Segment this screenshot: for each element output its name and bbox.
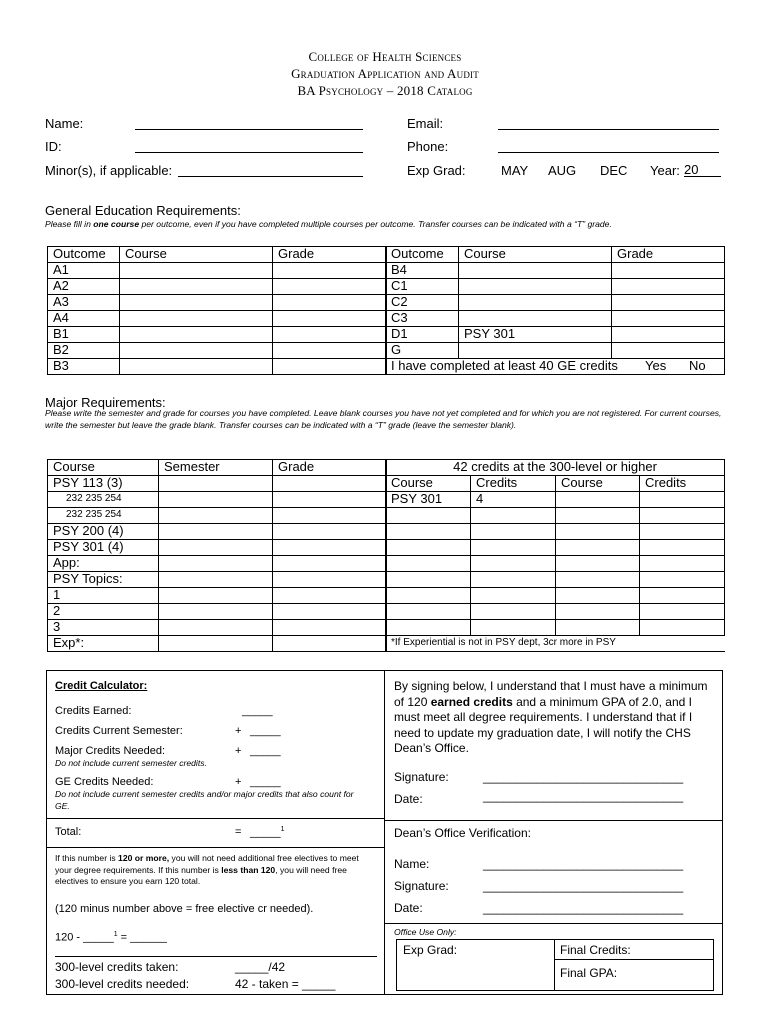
date-field[interactable]: ______________________________ bbox=[483, 789, 684, 803]
major-course-cell: App: bbox=[48, 556, 159, 572]
ge-outcome-cell: B1 bbox=[48, 327, 120, 343]
signing-p1-bold: earned credits bbox=[430, 694, 513, 709]
id-label: ID: bbox=[45, 139, 62, 154]
table-row bbox=[48, 556, 387, 572]
table-row bbox=[48, 327, 387, 343]
table-row bbox=[386, 343, 725, 359]
upper-course-cell[interactable] bbox=[556, 556, 640, 572]
major-course-cell: 3 bbox=[48, 620, 159, 636]
signing-p1: By signing below, I understand that I must have a minimum of 120 bbox=[394, 679, 708, 709]
ge-grade-cell[interactable] bbox=[273, 327, 387, 343]
table-row bbox=[386, 279, 725, 295]
upper-credits-cell[interactable] bbox=[471, 508, 556, 524]
ge-title: General Education Requirements: bbox=[45, 203, 241, 218]
major-grade-cell[interactable] bbox=[273, 556, 387, 572]
ge-credits-cell bbox=[386, 359, 725, 375]
ge-outcome-cell: B4 bbox=[386, 263, 459, 279]
major-note: Please write the semester and grade for courses you have completed. Leave blank courses you have not yet completed and for which you are not registered. For current courses, write the semester but leave the grade blank. Transfer courses can be indicated with a “T” grade (leave the semester blank). bbox=[45, 408, 722, 430]
ge-course-cell[interactable] bbox=[459, 279, 612, 295]
table-row bbox=[386, 540, 725, 556]
signing-statement bbox=[394, 679, 716, 757]
email-field[interactable] bbox=[498, 129, 719, 130]
major-grade-cell[interactable] bbox=[273, 508, 387, 524]
calc-total-sup: 1 bbox=[280, 826, 285, 833]
calc-free-mid: you will not need additional free electives to meet your degree requirements. If this number is bbox=[55, 853, 359, 875]
major-semester-cell[interactable] bbox=[159, 476, 273, 492]
upper-credits-cell[interactable] bbox=[640, 588, 725, 604]
ge-outcome-cell: C1 bbox=[386, 279, 459, 295]
office-exp-grad-label: Exp Grad: bbox=[403, 943, 458, 957]
calc-current-field[interactable]: _____ bbox=[250, 725, 281, 737]
ge-note-post: per outcome, even if you have completed multiple courses per outcome. Transfer courses can be indicated with a “T” grade. bbox=[139, 219, 612, 229]
calc-major-note: Do not include current semester credits. bbox=[55, 758, 207, 768]
office-use-only-label: Office Use Only: bbox=[394, 927, 457, 937]
upper-credits-cell[interactable]: 4 bbox=[471, 492, 556, 508]
ge-grade-cell[interactable] bbox=[612, 327, 725, 343]
ge-left-table bbox=[47, 246, 387, 375]
signing-p1-post: and a minimum GPA of 2.0, and I must meet all degree requirements. I understand that if I need to update my graduation date, I will notify the CHS Dean’s Office. bbox=[394, 694, 693, 755]
exp-note: *If Experiential is not in PSY dept, 3cr more in PSY bbox=[391, 637, 616, 648]
upper-course-cell[interactable] bbox=[556, 540, 640, 556]
major-semester-cell[interactable] bbox=[159, 588, 273, 604]
calc-divider-1 bbox=[47, 818, 384, 819]
ge-outcome-cell: C2 bbox=[386, 295, 459, 311]
office-vertical-divider bbox=[554, 940, 555, 990]
ge-right-header-course: Course bbox=[459, 247, 612, 263]
ge-grade-cell[interactable] bbox=[273, 263, 387, 279]
calc-free-note bbox=[55, 853, 377, 888]
major-course-cell: 232 235 254 bbox=[48, 492, 159, 508]
calc-free-pre: If this number is bbox=[55, 853, 119, 863]
major-semester-cell[interactable] bbox=[159, 492, 273, 508]
upper-credits-cell[interactable] bbox=[471, 540, 556, 556]
upper-course-cell[interactable]: PSY 301 bbox=[386, 492, 471, 508]
table-row bbox=[386, 311, 725, 327]
upper-header-credits-2: Credits bbox=[640, 476, 725, 492]
signing-divider-2 bbox=[385, 923, 722, 924]
ge-course-cell[interactable] bbox=[120, 343, 273, 359]
upper-credits-cell[interactable] bbox=[640, 572, 725, 588]
upper-course-cell[interactable] bbox=[386, 620, 471, 636]
ge-course-cell[interactable] bbox=[120, 295, 273, 311]
upper-credits-cell[interactable] bbox=[640, 556, 725, 572]
credit-calculator-box bbox=[46, 670, 385, 995]
calc-formula[interactable] bbox=[55, 931, 167, 944]
table-row bbox=[386, 508, 725, 524]
major-course-cell: 232 235 254 bbox=[48, 508, 159, 524]
office-use-box bbox=[396, 939, 714, 991]
major-title: Major Requirements: bbox=[45, 395, 166, 410]
upper-level-title: 42 credits at the 300-level or higher bbox=[386, 460, 725, 476]
ge-grade-cell[interactable] bbox=[273, 359, 387, 375]
calc-needed-label: 300-level credits needed: bbox=[55, 977, 190, 991]
calc-ge-label: GE Credits Needed: bbox=[55, 776, 154, 788]
table-row bbox=[386, 604, 725, 620]
upper-header-credits-1: Credits bbox=[471, 476, 556, 492]
calc-taken-label: 300-level credits taken: bbox=[55, 960, 179, 974]
ge-outcome-cell: A3 bbox=[48, 295, 120, 311]
major-grade-cell[interactable] bbox=[273, 588, 387, 604]
upper-course-cell[interactable] bbox=[386, 524, 471, 540]
major-course-cell: PSY 200 (4) bbox=[48, 524, 159, 540]
calc-current-label: Credits Current Semester: bbox=[55, 725, 183, 737]
month-aug[interactable]: AUG bbox=[548, 163, 577, 178]
upper-course-cell[interactable] bbox=[556, 604, 640, 620]
ge-outcome-cell: B3 bbox=[48, 359, 120, 375]
calc-total-blank: _____ bbox=[250, 826, 281, 839]
calc-free-post: , you will need free electives to ensure you earn 120 total. bbox=[55, 864, 347, 886]
major-course-cell: 2 bbox=[48, 604, 159, 620]
major-header-grade: Grade bbox=[273, 460, 387, 476]
major-semester-cell[interactable] bbox=[159, 524, 273, 540]
calc-free-bold-2: less than 120 bbox=[221, 864, 276, 875]
calc-earned-label: Credits Earned: bbox=[55, 705, 132, 717]
ge-right-table bbox=[385, 246, 725, 375]
major-course-cell: PSY 301 (4) bbox=[48, 540, 159, 556]
calc-major-plus: + bbox=[235, 745, 242, 757]
upper-course-cell[interactable] bbox=[386, 588, 471, 604]
upper-credits-cell[interactable] bbox=[471, 524, 556, 540]
upper-course-cell[interactable] bbox=[386, 572, 471, 588]
table-row bbox=[48, 492, 387, 508]
upper-course-cell[interactable] bbox=[386, 540, 471, 556]
ge-credits-no[interactable]: No bbox=[689, 358, 706, 373]
ge-course-cell[interactable] bbox=[120, 279, 273, 295]
dean-name-field[interactable]: ______________________________ bbox=[483, 857, 684, 871]
office-horizontal-divider bbox=[554, 959, 713, 960]
upper-course-cell[interactable] bbox=[556, 492, 640, 508]
major-course-cell: Exp*: bbox=[48, 636, 159, 652]
upper-credits-cell[interactable] bbox=[640, 524, 725, 540]
year-label: Year: bbox=[650, 163, 680, 178]
dean-date-field[interactable]: ______________________________ bbox=[483, 901, 684, 915]
major-grade-cell[interactable] bbox=[273, 620, 387, 636]
ge-grade-cell[interactable] bbox=[273, 279, 387, 295]
upper-credits-cell[interactable] bbox=[640, 540, 725, 556]
year-field[interactable] bbox=[684, 163, 721, 177]
dean-verification-title: Dean’s Office Verification: bbox=[394, 826, 531, 840]
major-grade-cell[interactable] bbox=[273, 476, 387, 492]
calc-major-field[interactable]: _____ bbox=[250, 745, 281, 757]
ge-outcome-cell: A2 bbox=[48, 279, 120, 295]
ge-outcome-cell: A4 bbox=[48, 311, 120, 327]
signature-field[interactable]: ______________________________ bbox=[483, 770, 684, 784]
month-dec[interactable]: DEC bbox=[600, 163, 628, 178]
table-row bbox=[48, 604, 387, 620]
table-row bbox=[386, 524, 725, 540]
name-field[interactable] bbox=[135, 129, 363, 130]
signing-box bbox=[384, 670, 723, 995]
dean-date-label: Date: bbox=[394, 901, 423, 915]
table-row bbox=[48, 588, 387, 604]
dean-signature-field[interactable]: ______________________________ bbox=[483, 879, 684, 893]
month-may[interactable]: MAY bbox=[501, 163, 529, 178]
ge-credits-row bbox=[386, 359, 725, 375]
major-semester-cell[interactable] bbox=[159, 556, 273, 572]
table-row bbox=[386, 588, 725, 604]
exp-grad-label: Exp Grad: bbox=[407, 163, 466, 178]
ge-outcome-cell: C3 bbox=[386, 311, 459, 327]
table-row bbox=[386, 263, 725, 279]
ge-grade-cell[interactable] bbox=[273, 295, 387, 311]
ge-grade-cell[interactable] bbox=[612, 311, 725, 327]
major-grade-cell[interactable] bbox=[273, 540, 387, 556]
ge-left-header-grade: Grade bbox=[273, 247, 387, 263]
upper-credits-cell[interactable] bbox=[471, 620, 556, 636]
major-header-semester: Semester bbox=[159, 460, 273, 476]
table-row bbox=[48, 311, 387, 327]
major-course-cell: 1 bbox=[48, 588, 159, 604]
upper-credits-cell[interactable] bbox=[471, 572, 556, 588]
table-row bbox=[386, 492, 725, 508]
phone-label: Phone: bbox=[407, 139, 449, 154]
table-row bbox=[48, 295, 387, 311]
calc-total-equals: = bbox=[235, 826, 242, 838]
table-row bbox=[48, 476, 387, 492]
upper-credits-cell[interactable] bbox=[471, 556, 556, 572]
ge-course-cell[interactable] bbox=[459, 263, 612, 279]
upper-credits-cell[interactable] bbox=[640, 620, 725, 636]
major-semester-cell[interactable] bbox=[159, 636, 273, 652]
ge-left-header-course: Course bbox=[120, 247, 273, 263]
ge-course-cell[interactable] bbox=[459, 311, 612, 327]
ge-left-header-outcome: Outcome bbox=[48, 247, 120, 263]
upper-credits-cell[interactable] bbox=[471, 604, 556, 620]
ge-course-cell[interactable]: PSY 301 bbox=[459, 327, 612, 343]
table-row bbox=[48, 572, 387, 588]
table-row bbox=[386, 572, 725, 588]
phone-field[interactable] bbox=[498, 152, 719, 153]
major-course-cell: PSY 113 (3) bbox=[48, 476, 159, 492]
upper-course-cell[interactable] bbox=[556, 524, 640, 540]
table-row bbox=[386, 620, 725, 636]
upper-course-cell[interactable] bbox=[556, 508, 640, 524]
upper-credits-cell[interactable] bbox=[640, 604, 725, 620]
calc-earned-field[interactable]: _____ bbox=[242, 705, 273, 717]
ge-course-cell[interactable] bbox=[120, 327, 273, 343]
ge-right-header-outcome: Outcome bbox=[386, 247, 459, 263]
exp-note-row bbox=[386, 636, 725, 652]
major-course-cell: PSY Topics: bbox=[48, 572, 159, 588]
upper-header-course-2: Course bbox=[556, 476, 640, 492]
upper-course-cell[interactable] bbox=[386, 604, 471, 620]
upper-header-course-1: Course bbox=[386, 476, 471, 492]
table-row bbox=[48, 263, 387, 279]
minor-label: Minor(s), if applicable: bbox=[45, 163, 173, 178]
upper-credits-cell[interactable] bbox=[640, 508, 725, 524]
header-line-2: Graduation Application and Audit bbox=[291, 66, 479, 81]
ge-note-pre: Please fill in bbox=[45, 219, 94, 229]
calc-divider-2 bbox=[47, 847, 384, 848]
signing-divider-1 bbox=[385, 820, 722, 821]
table-row bbox=[48, 508, 387, 524]
ge-right-header-grade: Grade bbox=[612, 247, 725, 263]
calc-free-bold-1: 120 or more, bbox=[118, 853, 170, 863]
ge-outcome-cell: D1 bbox=[386, 327, 459, 343]
header-line-1: College of Health Sciences bbox=[308, 49, 462, 64]
calc-ge-note: Do not include current semester credits and/or major credits that also count for GE. bbox=[55, 789, 354, 811]
header-line-3: BA Psychology – 2018 Catalog bbox=[297, 83, 473, 98]
ge-course-cell[interactable] bbox=[459, 343, 612, 359]
ge-outcome-cell: A1 bbox=[48, 263, 120, 279]
calc-ge-field[interactable]: _____ bbox=[250, 776, 281, 788]
ge-grade-cell[interactable] bbox=[612, 279, 725, 295]
calc-divider-3 bbox=[55, 956, 377, 957]
upper-course-cell[interactable] bbox=[556, 588, 640, 604]
calc-formula-a: 120 - _____ bbox=[55, 931, 114, 944]
major-semester-cell[interactable] bbox=[159, 604, 273, 620]
ge-note-bold: one course bbox=[93, 219, 140, 229]
ge-grade-cell[interactable] bbox=[612, 295, 725, 311]
dean-signature-label: Signature: bbox=[394, 879, 449, 893]
upper-course-cell[interactable] bbox=[556, 620, 640, 636]
ge-grade-cell[interactable] bbox=[612, 263, 725, 279]
ge-course-cell[interactable] bbox=[120, 311, 273, 327]
table-row bbox=[386, 327, 725, 343]
date-label: Date: bbox=[394, 792, 423, 806]
email-label: Email: bbox=[407, 116, 444, 131]
year-value: 20 bbox=[684, 162, 699, 177]
ge-course-cell[interactable] bbox=[120, 359, 273, 375]
signature-label: Signature: bbox=[394, 770, 449, 784]
office-final-gpa-label: Final GPA: bbox=[560, 966, 618, 980]
major-grade-cell[interactable] bbox=[273, 604, 387, 620]
table-row bbox=[48, 524, 387, 540]
upper-level-table bbox=[385, 459, 725, 652]
ge-course-cell[interactable] bbox=[120, 263, 273, 279]
table-row bbox=[48, 620, 387, 636]
exp-note-cell bbox=[386, 636, 725, 652]
ge-note bbox=[45, 219, 735, 231]
table-row bbox=[48, 636, 387, 652]
calc-major-label: Major Credits Needed: bbox=[55, 745, 166, 757]
major-grade-cell[interactable] bbox=[273, 636, 387, 652]
major-semester-cell[interactable] bbox=[159, 540, 273, 556]
calc-formula-sup: 1 bbox=[113, 931, 118, 938]
calc-total-field[interactable] bbox=[250, 826, 285, 839]
id-field[interactable] bbox=[135, 152, 363, 153]
name-label: Name: bbox=[45, 116, 84, 131]
office-final-credits-label: Final Credits: bbox=[560, 943, 631, 957]
major-grade-cell[interactable] bbox=[273, 524, 387, 540]
ge-outcome-cell: G bbox=[386, 343, 459, 359]
upper-course-cell[interactable] bbox=[386, 556, 471, 572]
table-row bbox=[48, 343, 387, 359]
major-semester-cell[interactable] bbox=[159, 572, 273, 588]
major-header-course: Course bbox=[48, 460, 159, 476]
calc-title: Credit Calculator: bbox=[55, 680, 148, 692]
ge-course-cell[interactable] bbox=[459, 295, 612, 311]
calc-total-label: Total: bbox=[55, 826, 82, 838]
ge-grade-cell[interactable] bbox=[273, 343, 387, 359]
table-row bbox=[48, 279, 387, 295]
table-row bbox=[386, 556, 725, 572]
minor-field[interactable] bbox=[178, 176, 363, 177]
ge-outcome-cell: B2 bbox=[48, 343, 120, 359]
calc-ge-plus: + bbox=[235, 776, 242, 788]
calc-taken-value[interactable]: _____/42 bbox=[235, 960, 286, 974]
ge-credits-statement: I have completed at least 40 GE credits bbox=[391, 358, 618, 373]
dean-name-label: Name: bbox=[394, 857, 430, 871]
ge-credits-yes[interactable]: Yes bbox=[645, 358, 667, 373]
ge-grade-cell[interactable] bbox=[273, 311, 387, 327]
ge-grade-cell[interactable] bbox=[612, 343, 725, 359]
major-grade-cell[interactable] bbox=[273, 572, 387, 588]
major-semester-cell[interactable] bbox=[159, 508, 273, 524]
major-grade-cell[interactable] bbox=[273, 492, 387, 508]
calc-minus-note: (120 minus number above = free elective cr needed). bbox=[55, 903, 314, 915]
upper-credits-cell[interactable] bbox=[471, 588, 556, 604]
table-row bbox=[48, 540, 387, 556]
table-row bbox=[48, 359, 387, 375]
upper-course-cell[interactable] bbox=[556, 572, 640, 588]
table-row bbox=[386, 295, 725, 311]
calc-formula-b: = ______ bbox=[117, 931, 167, 944]
upper-credits-cell[interactable] bbox=[640, 492, 725, 508]
major-table bbox=[47, 459, 387, 652]
calc-current-plus: + bbox=[235, 725, 242, 737]
major-semester-cell[interactable] bbox=[159, 620, 273, 636]
upper-course-cell[interactable] bbox=[386, 508, 471, 524]
calc-needed-value[interactable]: 42 - taken = _____ bbox=[235, 977, 336, 991]
